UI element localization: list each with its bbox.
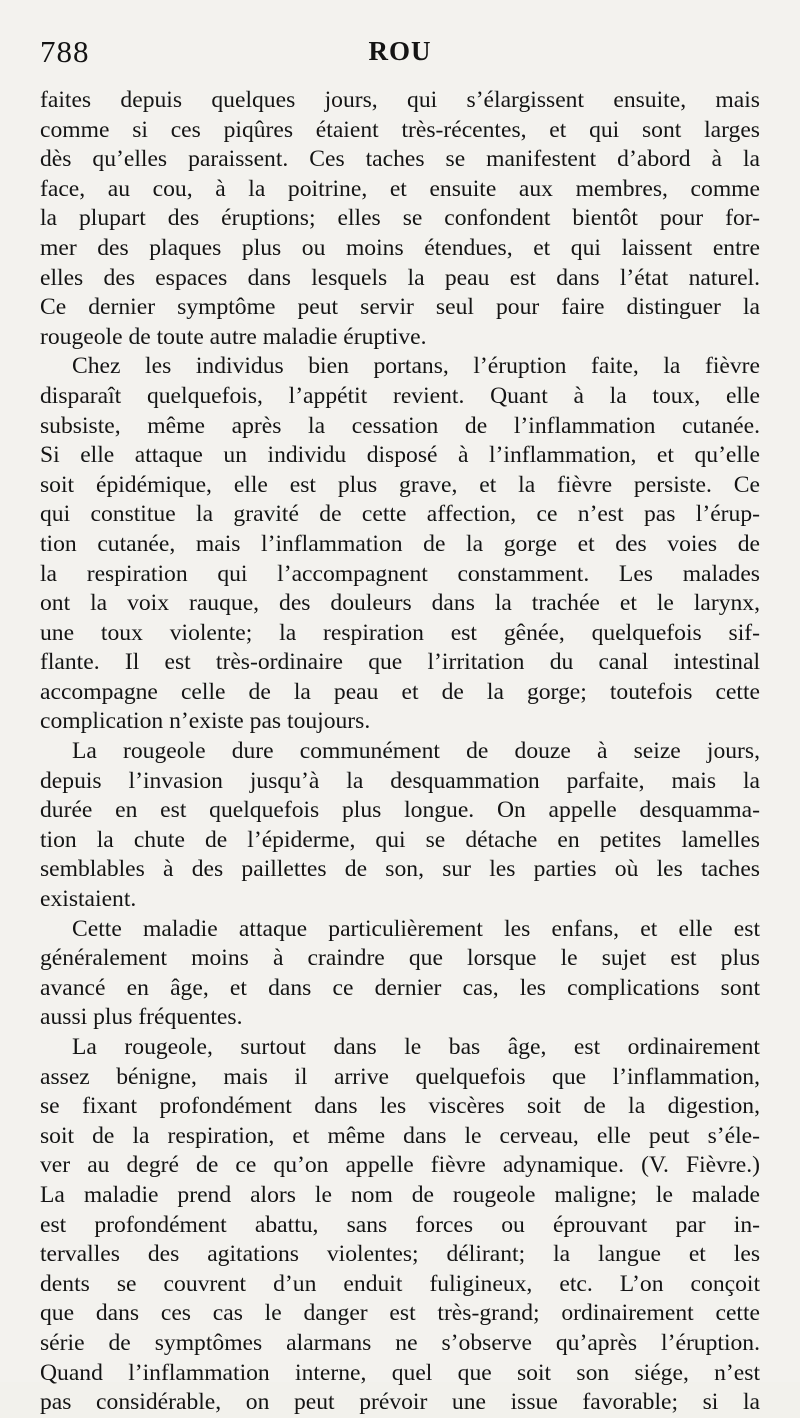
body-text	[40, 86, 760, 1418]
text-line: assez bénigne, mais il arrive quelquefois que l’inflammation,	[40, 1063, 760, 1090]
text-line: Quand l’inflammation interne, quel que soit son siége, n’est	[40, 1359, 760, 1386]
text-line: pas considérable, on peut prévoir une issue favorable; si la	[40, 1389, 760, 1416]
paragraph	[40, 1033, 760, 1418]
text-line: dents se couvrent d’un enduit fuligineux, etc. L’on conçoit	[40, 1270, 760, 1297]
text-line: flante. Il est très-ordinaire que l’irritation du canal intestinal	[40, 649, 760, 676]
text-line: faites depuis quelques jours, qui s’élargissent ensuite, mais	[40, 87, 760, 113]
text-line: est profondément abattu, sans forces ou éprouvant par in-	[40, 1211, 760, 1238]
text-line: La rougeole dure communément de douze à seize jours,	[72, 738, 760, 765]
text-line: face, au cou, à la poitrine, et ensuite aux membres, comme	[40, 175, 760, 202]
text-line: série de symptômes alarmans ne s’observe qu’après l’éruption.	[40, 1329, 760, 1356]
text-line: Si elle attaque un individu disposé à l’inflammation, et qu’elle	[40, 442, 760, 469]
text-line: soit épidémique, elle est plus grave, et la fièvre persiste. Ce	[40, 471, 760, 498]
text-line: tion la chute de l’épiderme, qui se détache en petites lamelles	[40, 826, 760, 853]
text-line: complication n’existe pas toujours.	[40, 708, 371, 735]
text-line: existaient.	[40, 886, 137, 913]
text-line: depuis l’invasion jusqu’à la desquammation parfaite, mais la	[40, 767, 760, 794]
text-line: mer des plaques plus ou moins étendues, et qui laissent entre	[40, 234, 760, 261]
text-line: elles des espaces dans lesquels la peau est dans l’état naturel.	[40, 264, 760, 291]
text-line: comme si ces piqûres étaient très-récentes, et qui sont larges	[40, 116, 760, 143]
text-line: que dans ces cas le danger est très-grand; ordinairement cette	[40, 1300, 760, 1327]
text-line: aussi plus fréquentes.	[40, 1004, 243, 1031]
text-line: ver au degré de ce qu’on appelle fièvre adynamique. (V. Fièvre.)	[40, 1152, 760, 1179]
text-line: la respiration qui l’accompagnent constamment. Les malades	[40, 560, 760, 587]
text-line: la plupart des éruptions; elles se confondent bientôt pour for-	[40, 205, 760, 232]
text-line: semblables à des paillettes de son, sur les parties où les taches	[40, 856, 760, 883]
text-line: se fixant profondément dans les viscères soit de la digestion,	[40, 1093, 760, 1120]
text-line: subsiste, même après la cessation de l’inflammation cutanée.	[40, 412, 760, 439]
text-line: Ce dernier symptôme peut servir seul pour faire distinguer la	[40, 294, 760, 321]
text-line: généralement moins à craindre que lorsque le sujet est plus	[40, 945, 760, 972]
text-line: avancé en âge, et dans ce dernier cas, les complications sont	[40, 974, 760, 1001]
paragraph	[40, 86, 760, 352]
text-line: soit de la respiration, et même dans le cerveau, elle peut s’éle-	[40, 1122, 760, 1149]
paragraph	[40, 352, 760, 737]
text-line: ont la voix rauque, des douleurs dans la trachée et le larynx,	[40, 590, 760, 617]
text-line: La rougeole, surtout dans le bas âge, est ordinairement	[72, 1034, 760, 1060]
text-line: Chez les individus bien portans, l’éruption faite, la fièvre	[72, 353, 760, 380]
text-line: Cette maladie attaque particulièrement les enfans, et elle est	[72, 915, 760, 942]
text-line: tervalles des agitations violentes; délirant; la langue et les	[40, 1241, 760, 1268]
text-line: dès qu’elles paraissent. Ces taches se manifestent d’abord à la	[40, 146, 760, 173]
text-line: La maladie prend alors le nom de rougeole maligne; le malade	[40, 1181, 760, 1208]
text-line: disparaît quelquefois, l’appétit revient. Quant à la toux, elle	[40, 382, 760, 409]
text-line: durée en est quelquefois plus longue. On appelle desquamma-	[40, 797, 760, 824]
paragraph	[40, 915, 760, 1033]
text-line: une toux violente; la respiration est gênée, quelquefois sif-	[40, 619, 760, 646]
running-head	[40, 30, 760, 86]
text-line: accompagne celle de la peau et de la gorge; toutefois cette	[40, 678, 760, 705]
running-title: ROU	[368, 36, 432, 66]
page-number: 788	[40, 34, 90, 69]
paragraph	[40, 737, 760, 915]
text-line: rougeole de toute autre maladie éruptive.	[40, 323, 427, 350]
text-line: tion cutanée, mais l’inflammation de la gorge et des voies de	[40, 530, 760, 557]
text-line: qui constitue la gravité de cette affection, ce n’est pas l’érup-	[40, 501, 760, 528]
